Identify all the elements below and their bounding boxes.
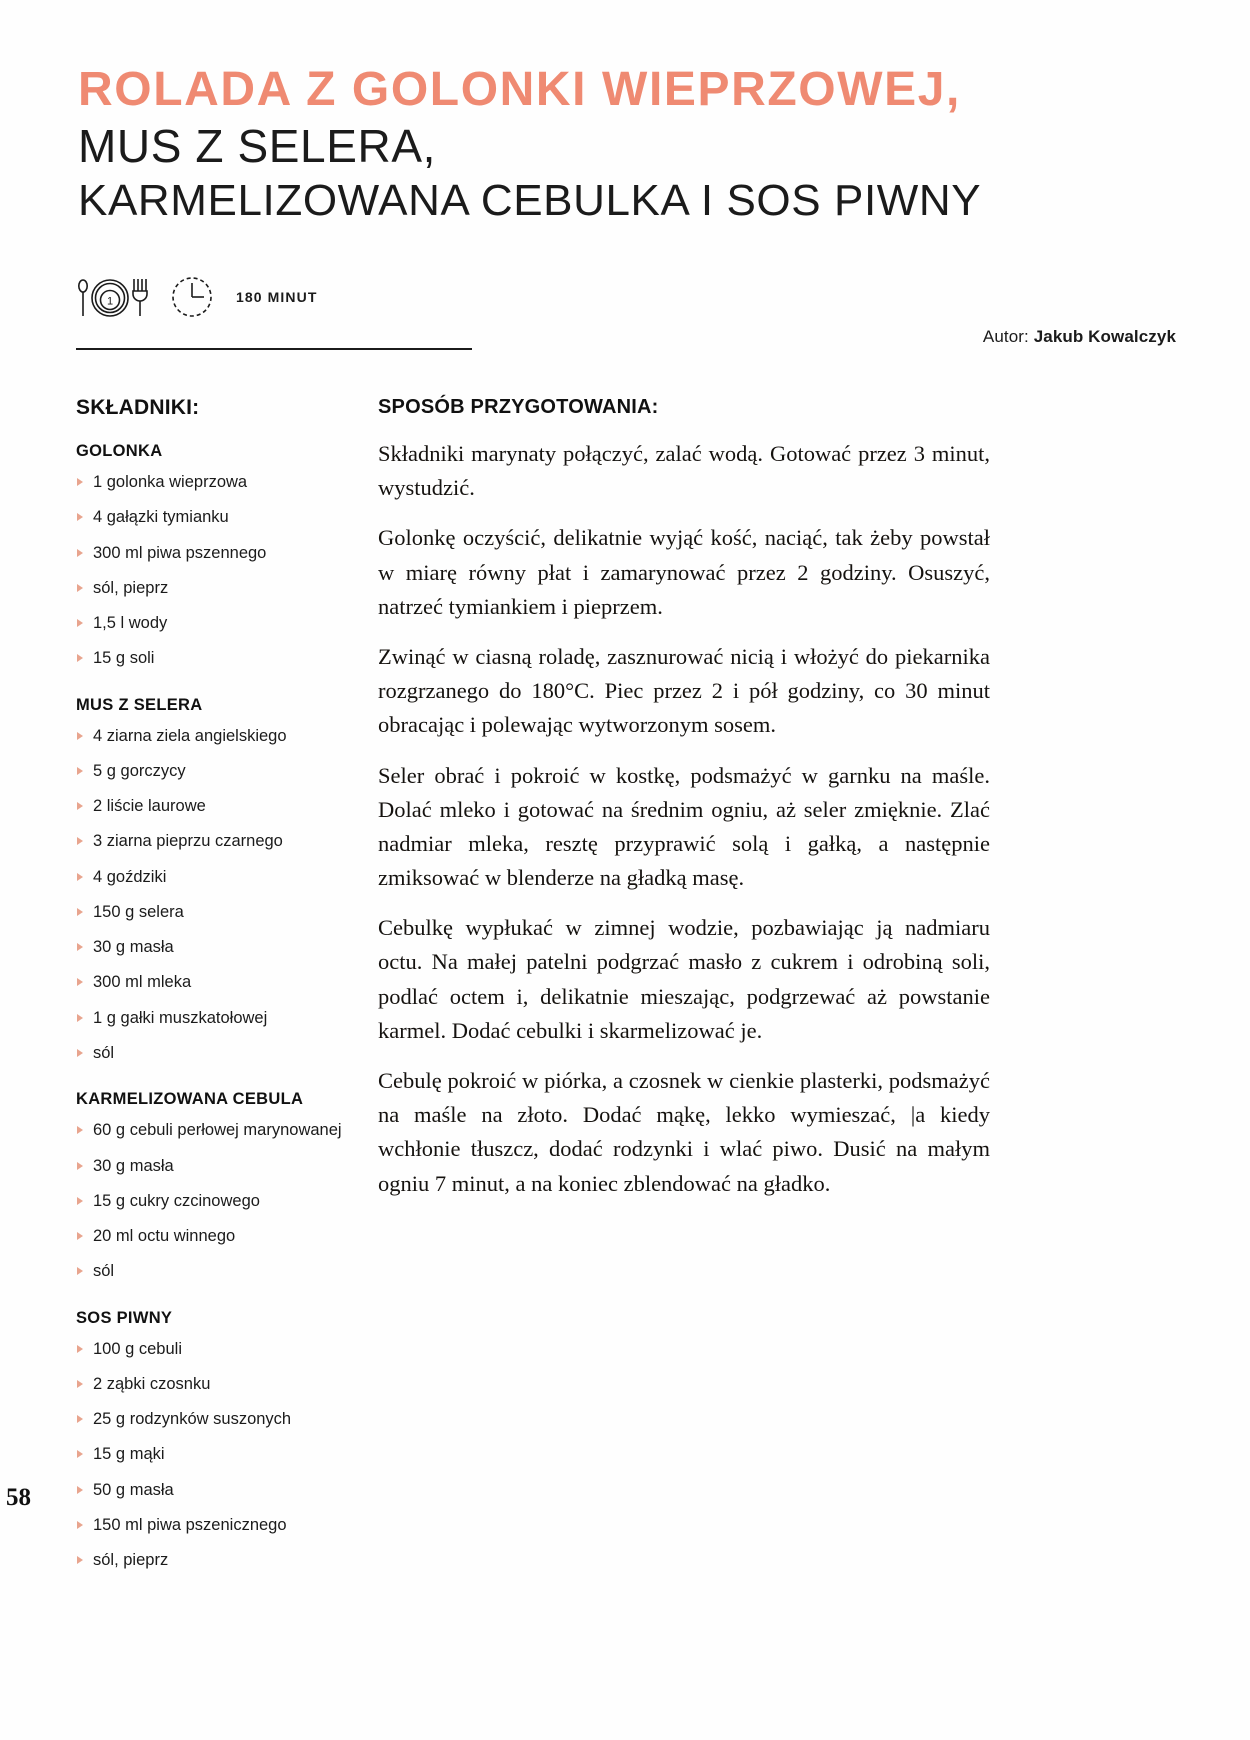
ingredient-label: 100 g cebuli [93,1339,182,1358]
ingredient-group-title: MUS Z SELERA [76,695,203,714]
author-label: Autor: [982,327,1029,346]
triangle-bullet-icon [77,732,83,740]
ingredient-label: 1 g gałki muszkatołowej [93,1008,268,1027]
ingredient-label: 4 gałązki tymianku [93,508,229,527]
triangle-bullet-icon [77,1049,83,1057]
ingredient-label: 25 g rodzynków suszonych [93,1410,292,1429]
triangle-bullet-icon [77,1450,83,1458]
ingredients-column [76,396,366,1584]
clock-icon [166,272,218,322]
ingredient-item [76,542,366,564]
ingredient-label: 150 ml piwa pszenicznego [93,1515,287,1534]
ingredient-label: sól [93,1043,115,1062]
triangle-bullet-icon [77,1162,83,1170]
preparation-step: Cebulę pokroić w piórka, a czosnek w cienkie plasterki, podsmażyć na maśle na złoto. Dodać mąkę, lekko wymieszać, |a kiedy wchłonie tłuszcz, dodać rodzynki i wlać piwo. Dusić na małym ogniu 7 minut, a na koniec zblendować na gładko. [378,1068,990,1196]
ingredient-label: 1 golonka wieprzowa [93,473,248,491]
ingredient-item [76,1042,366,1064]
ingredient-list [76,471,366,670]
title-accent-text: ROLADA Z GOLONKI WIEPRZOWEJ, [78,63,961,116]
triangle-bullet-icon [77,1126,83,1134]
triangle-bullet-icon [77,873,83,881]
ingredient-item [76,795,366,817]
preparation-column [378,396,990,1217]
ingredient-item [76,1190,366,1212]
ingredient-item [76,577,366,599]
triangle-bullet-icon [77,1014,83,1022]
triangle-bullet-icon [77,1267,83,1275]
ingredient-list [76,725,366,1065]
ingredient-label: 4 goździki [93,867,167,886]
ingredient-label: 20 ml octu winnego [93,1227,236,1246]
ingredient-label: 1,5 l wody [93,614,168,633]
ingredient-label: 2 liście laurowe [93,797,206,816]
ingredient-item [76,1479,366,1501]
ingredient-item [76,1119,366,1141]
preparation-step: Składniki marynaty połączyć, zalać wodą. Gotować przez 3 minut, wystudzić. [378,441,990,501]
ingredient-group-title: GOLONKA [76,442,163,460]
author-line [983,327,1176,347]
ingredient-group [76,1090,366,1282]
preparation-paragraphs [378,437,990,1201]
ingredient-group-title: SOS PIWNY [76,1308,173,1327]
ingredient-item [76,725,366,747]
ingredient-item [76,760,366,782]
page-title [78,62,1018,227]
ingredient-label: 300 ml piwa pszennego [93,543,267,562]
triangle-bullet-icon [77,1556,83,1564]
triangle-bullet-icon [77,1521,83,1529]
ingredient-item [76,1338,366,1360]
ingredient-item [76,1373,366,1395]
triangle-bullet-icon [77,837,83,845]
ingredient-item [76,971,366,993]
triangle-bullet-icon [77,549,83,557]
ingredient-label: 300 ml mleka [93,973,192,992]
ingredient-label: 15 g mąki [93,1445,165,1464]
servings-plate-icon [76,274,152,320]
ingredient-label: 15 g cukry czcinowego [93,1191,260,1210]
triangle-bullet-icon [77,1486,83,1494]
ingredient-label: sól [93,1262,115,1281]
title-secondary-text: MUS Z SELERA, [78,119,436,172]
ingredient-list [76,1338,366,1572]
triangle-bullet-icon [77,619,83,627]
triangle-bullet-icon [77,1345,83,1353]
recipe-meta [76,272,317,322]
ingredient-label: 50 g masła [93,1480,174,1499]
triangle-bullet-icon [77,1232,83,1240]
triangle-bullet-icon [77,478,83,486]
preparation-step: Seler obrać i pokroić w kostkę, podsmażyć w garnku na maśle. Dolać mleko i gotować na średnim ogniu, aż seler zmięknie. Zlać nadmiar mleka, resztę przyprawić solą i gałką, a następnie zmiksować w blenderze na gładką masę. [378,762,990,891]
triangle-bullet-icon [77,943,83,951]
triangle-bullet-icon [77,1197,83,1205]
ingredient-label: 5 g gorczycy [93,761,186,780]
preparation-step: Golonkę oczyścić, delikatnie wyjąć kość, naciąć, tak żeby powstał w miarę równy płat i zamarynować przez 2 godziny. Osuszyć, natrzeć tymiankiem i pieprzem. [378,525,990,619]
ingredient-list [76,1119,366,1282]
ingredient-item [76,1408,366,1430]
ingredient-item [76,936,366,958]
ingredient-label: 30 g masła [93,938,174,957]
header-divider [76,348,472,350]
ingredient-item [76,830,366,852]
ingredient-groups [76,442,366,1571]
preparation-heading: SPOSÓB PRZYGOTOWANIA: [378,396,659,418]
page-number: 58 [6,1484,31,1511]
ingredient-label: 150 g selera [93,902,184,921]
ingredient-item [76,1443,366,1465]
ingredient-group [76,1309,366,1572]
triangle-bullet-icon [77,767,83,775]
triangle-bullet-icon [77,908,83,916]
ingredient-label: 15 g soli [93,649,155,668]
ingredient-label: 30 g masła [93,1156,174,1175]
ingredient-item [76,1225,366,1247]
ingredient-group-title: KARMELIZOWANA CEBULA [76,1090,304,1109]
ingredient-label: 60 g cebuli perłowej marynowanej [93,1121,342,1140]
triangle-bullet-icon [77,584,83,592]
ingredient-item [76,506,366,528]
ingredient-group [76,442,366,670]
triangle-bullet-icon [77,1380,83,1388]
ingredient-item [76,1549,366,1571]
triangle-bullet-icon [77,654,83,662]
triangle-bullet-icon [77,802,83,810]
ingredient-label: sól, pieprz [93,578,169,597]
ingredient-item [76,1007,366,1029]
ingredient-item [76,1155,366,1177]
ingredient-item [76,901,366,923]
ingredient-label: 3 ziarna pieprzu czarnego [93,832,283,851]
ingredient-group [76,696,366,1065]
preparation-step: Zwinąć w ciasną roladę, zasznurować nicią i włożyć do piekarnika rozgrzanego do 180°C. Piec przez 2 i pół godziny, co 30 minut obracając i polewając wytworzonym sosem. [378,643,990,738]
ingredient-label: sól, pieprz [93,1551,169,1570]
ingredient-label: 4 ziarna ziela angielskiego [93,726,287,745]
ingredient-item [76,1514,366,1536]
ingredient-label: 2 ząbki czosnku [93,1374,211,1393]
triangle-bullet-icon [77,978,83,986]
ingredient-item [76,866,366,888]
ingredient-item [76,1260,366,1282]
triangle-bullet-icon [77,513,83,521]
triangle-bullet-icon [77,1415,83,1423]
cooking-time-label: 180 MINUT [236,289,318,305]
ingredient-item [76,471,366,493]
preparation-step: Cebulkę wypłukać w zimnej wodzie, pozbawiając ją nadmiaru octu. Na małej patelni podgrzać masło z cukrem i odrobiną soli, podlać octem i, delikatnie mieszając, podgrzewać aż powstanie karmel. Dodać cebulki i skarmelizować je. [378,915,990,1043]
author-name: Jakub Kowalczyk [1033,327,1176,346]
ingredient-item [76,612,366,634]
ingredients-heading: SKŁADNIKI: [76,396,200,419]
title-line-1 [78,62,1018,173]
ingredient-item [76,647,366,669]
servings-count: 1 [106,295,114,308]
title-line-2: KARMELIZOWANA CEBULKA I SOS PIWNY [78,175,982,225]
